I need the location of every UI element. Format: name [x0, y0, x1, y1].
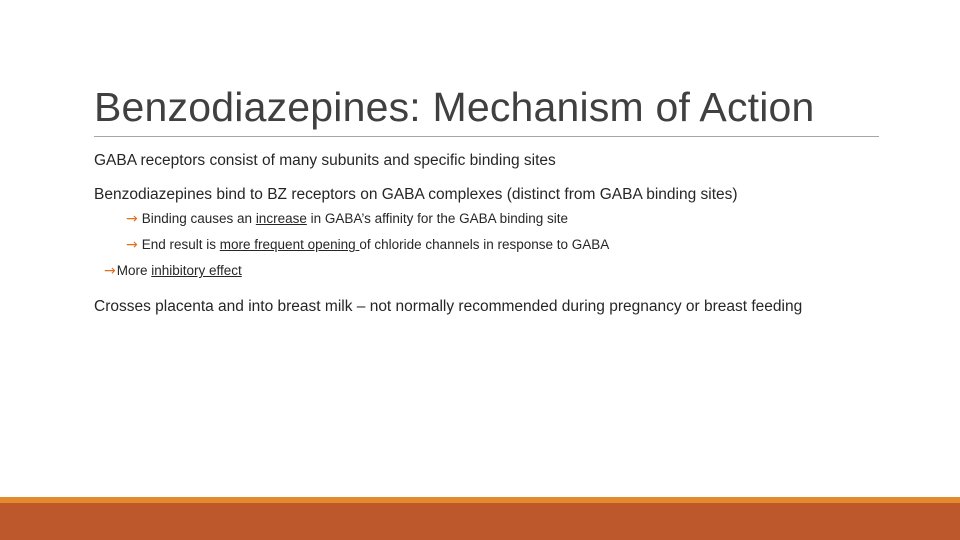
sub-point-binding-pre: Binding causes an	[141, 211, 256, 226]
bullet-gaba-receptors: GABA receptors consist of many subunits and specific binding sites	[94, 152, 556, 169]
sub-point-binding-post: in GABA’s affinity for the GABA binding site	[306, 211, 568, 226]
sub-point-end-result-pre: End result is	[141, 237, 220, 252]
title-divider	[94, 136, 879, 137]
sub-point-end-result-emphasis: more frequent opening	[219, 237, 360, 252]
sub-point-more-inhibitory-pre: More	[116, 263, 152, 278]
right-arrow-icon: →	[126, 211, 138, 227]
sub-point-end-result	[126, 236, 609, 254]
sub-point-binding	[126, 210, 568, 228]
sub-point-more-inhibitory	[104, 262, 242, 280]
bullet-bz-receptors: Benzodiazepines bind to BZ receptors on GABA complexes (distinct from GABA binding sites)	[94, 186, 738, 203]
sub-point-end-result-post: of chloride channels in response to GABA	[359, 237, 610, 252]
bullet-placenta-breast-milk: Crosses placenta and into breast milk – not normally recommended during pregnancy or breast feeding	[94, 298, 803, 315]
right-arrow-icon: →	[126, 237, 138, 253]
slide-title: Benzodiazepines: Mechanism of Action	[94, 84, 815, 130]
sub-point-more-inhibitory-emphasis: inhibitory effect	[151, 263, 242, 278]
footer-band	[0, 503, 960, 540]
sub-point-binding-emphasis: increase	[255, 211, 307, 226]
right-arrow-icon: →	[104, 263, 116, 279]
